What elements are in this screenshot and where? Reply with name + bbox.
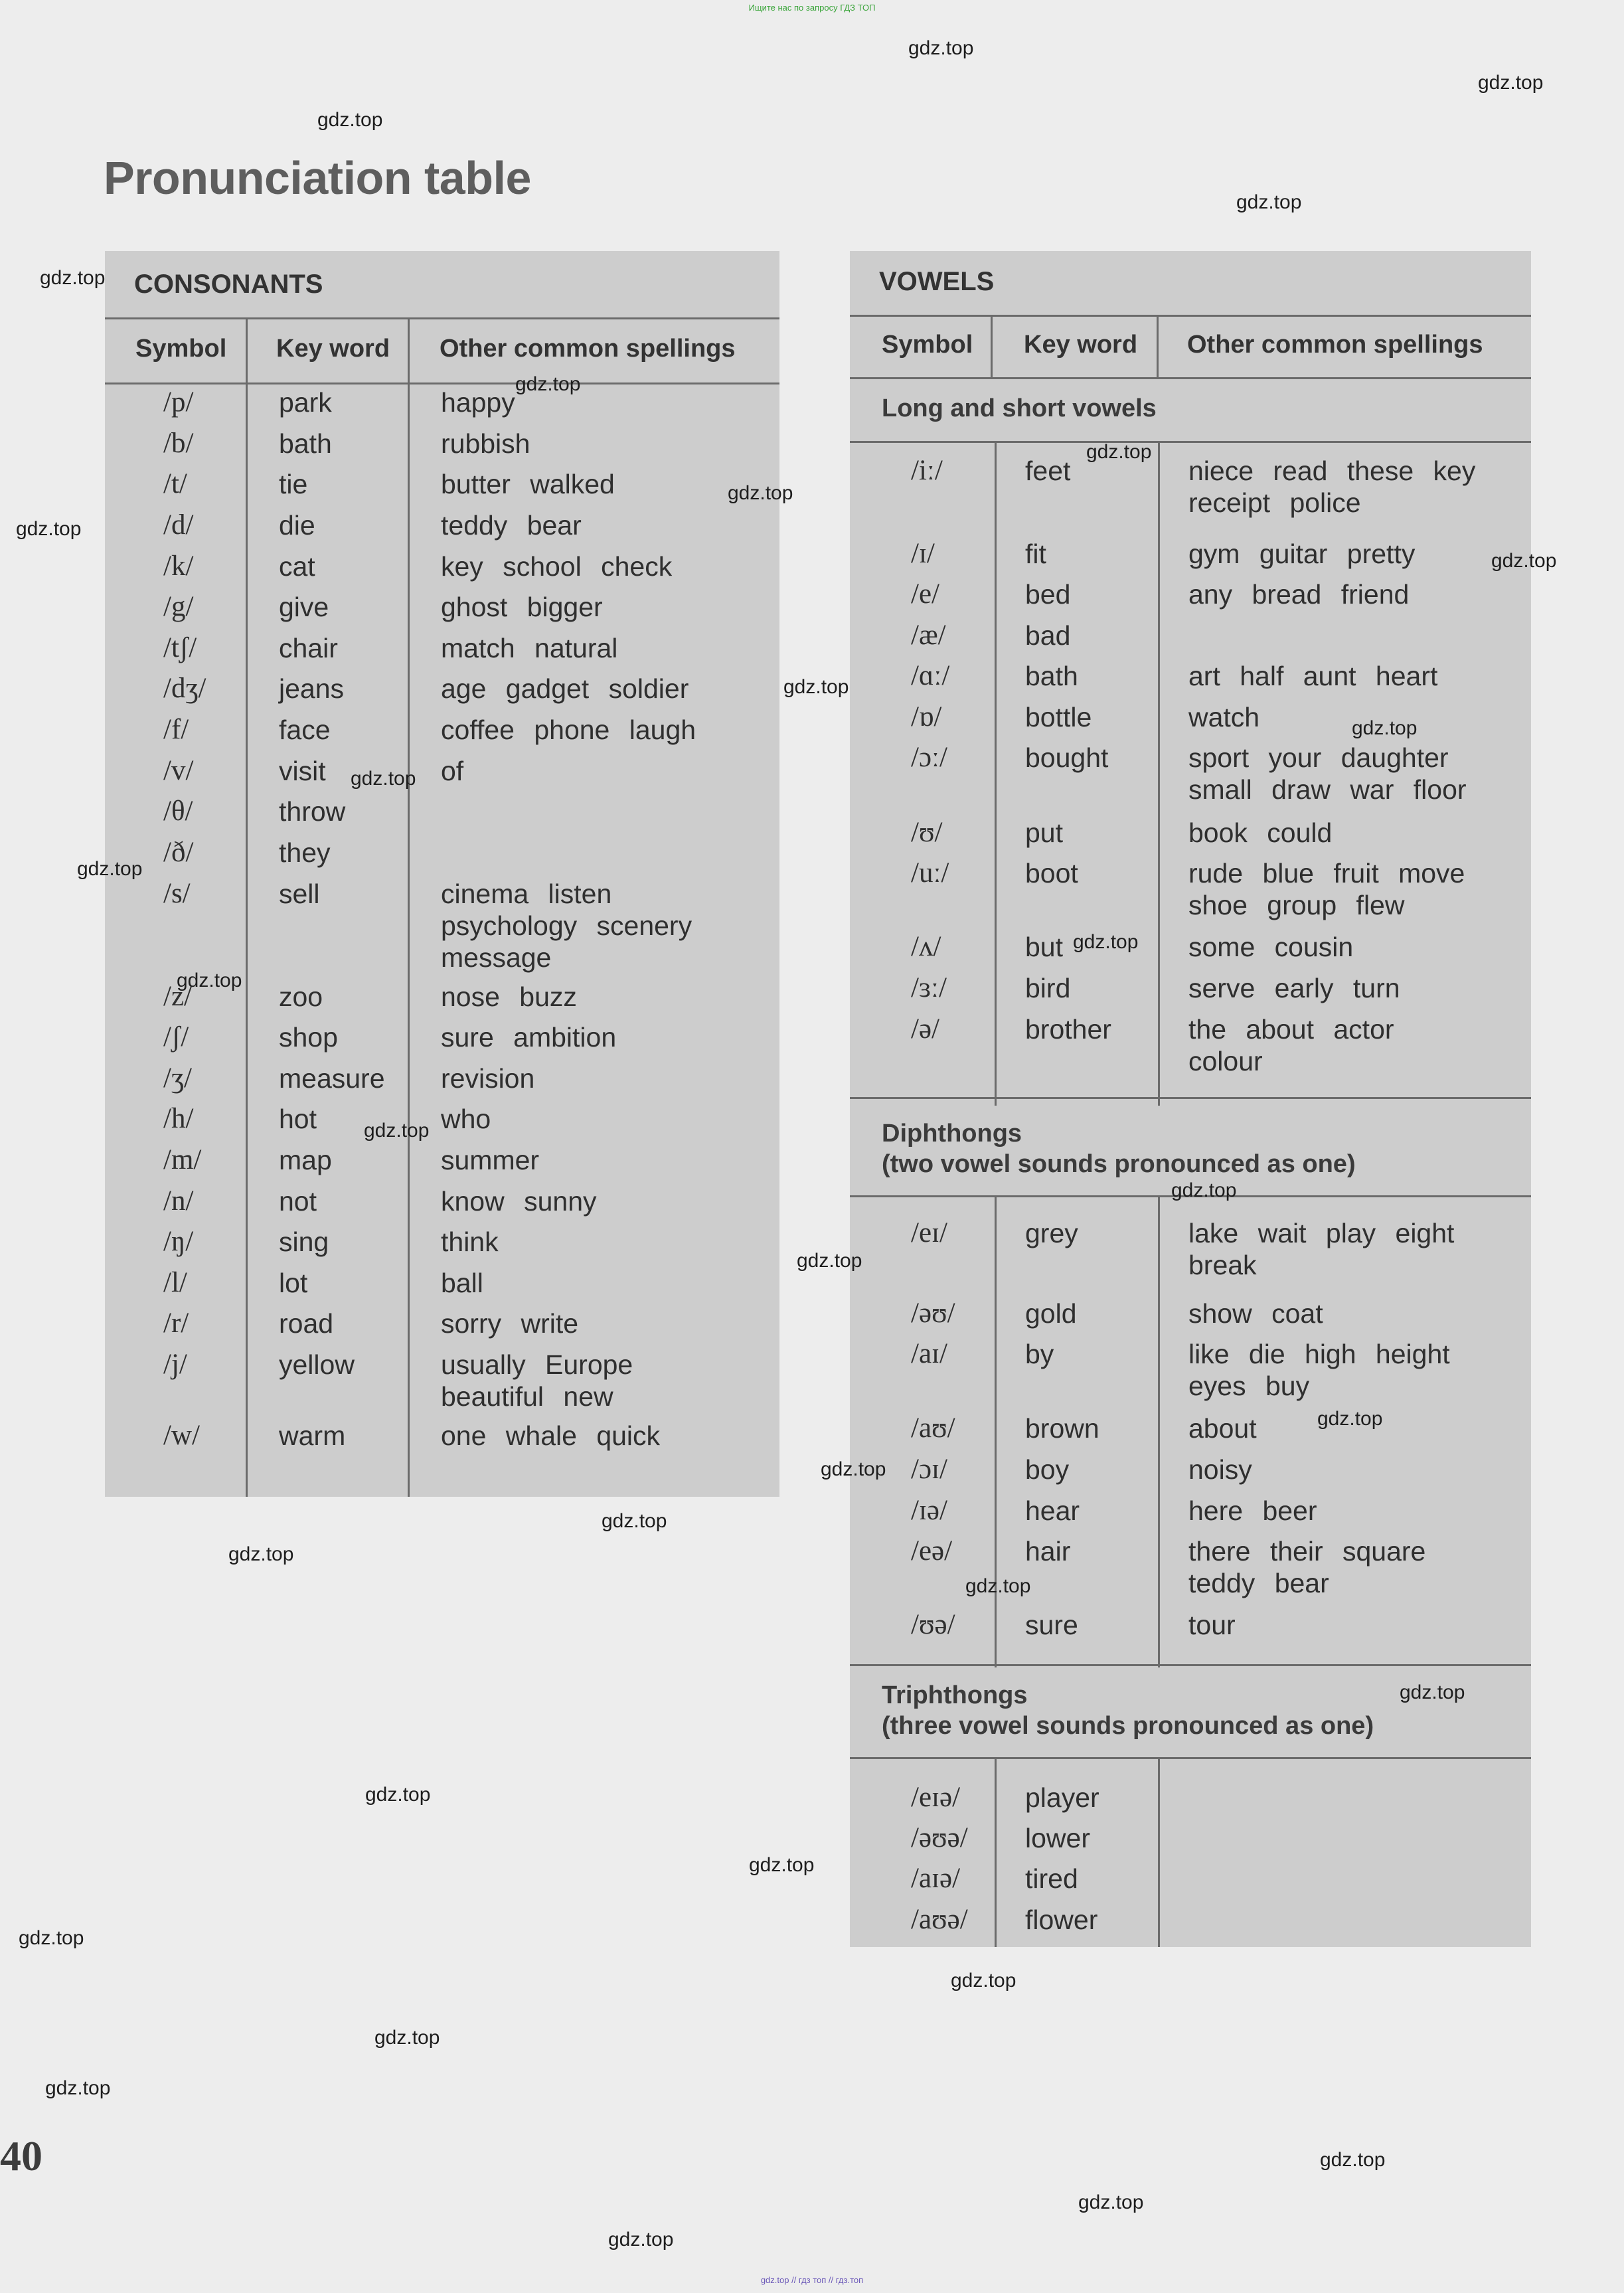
watermark-text: gdz.top (1478, 72, 1544, 94)
other-spellings: key school check (441, 551, 673, 582)
divider (850, 1097, 1531, 1099)
other-spellings: the about actor colour (1188, 1014, 1394, 1076)
phoneme-symbol: /z/ (163, 981, 192, 1012)
key-word: flower (1025, 1905, 1098, 1935)
watermark-text: gdz.top (228, 1543, 294, 1565)
phoneme-symbol: /v/ (163, 755, 194, 786)
other-spellings: one whale quick (441, 1420, 661, 1451)
key-word: throw (279, 796, 346, 827)
watermark-text: gdz.top (40, 267, 106, 289)
divider (850, 1757, 1531, 1759)
watermark-text: gdz.top (515, 373, 581, 395)
triphthongs-heading: Triphthongs (three vowel sounds pronounced as one) (882, 1681, 1374, 1740)
other-spellings: think (441, 1227, 499, 1257)
phoneme-symbol: /dʒ/ (163, 673, 206, 704)
watermark-text: gdz.top (1400, 1681, 1465, 1703)
other-spellings: happy (441, 387, 515, 418)
key-word: fit (1025, 539, 1046, 569)
phoneme-symbol: /g/ (163, 591, 194, 622)
key-word: bath (279, 428, 332, 459)
phoneme-symbol: /p/ (163, 386, 194, 418)
vowels-title: VOWELS (879, 267, 995, 296)
column-divider (1158, 1195, 1160, 1667)
phoneme-symbol: /əʊ/ (911, 1298, 955, 1329)
phoneme-symbol: /f/ (163, 714, 189, 745)
watermark-text: gdz.top (1236, 191, 1302, 213)
other-spellings: art half aunt heart (1188, 661, 1438, 691)
key-word: cat (279, 551, 315, 582)
page-title: Pronunciation table (104, 152, 531, 204)
key-word: bad (1025, 620, 1071, 651)
key-word: not (279, 1186, 317, 1217)
other-spellings: rude blue fruit move shoe group flew (1188, 858, 1465, 920)
key-word: gold (1025, 1298, 1077, 1329)
other-spellings: like die high height eyes buy (1188, 1339, 1450, 1401)
key-word: player (1025, 1782, 1099, 1813)
watermark-text: gdz.top (608, 2229, 674, 2251)
key-word: yellow (279, 1349, 355, 1380)
phoneme-symbol: /e/ (911, 578, 939, 610)
watermark-text: gdz.top (602, 1510, 667, 1532)
divider (105, 317, 779, 319)
key-word: lot (279, 1268, 308, 1298)
phoneme-symbol: /ɜː/ (911, 972, 947, 1003)
watermark-text: gdz.top (177, 970, 242, 991)
other-spellings: serve early turn (1188, 973, 1400, 1003)
phoneme-symbol: /k/ (163, 551, 194, 582)
key-word: measure (279, 1063, 385, 1094)
other-spellings: teddy bear (441, 510, 582, 541)
column-divider (995, 441, 997, 1106)
phoneme-symbol: /tʃ/ (163, 632, 197, 663)
phoneme-symbol: /eɪə/ (911, 1782, 961, 1813)
other-spellings: who (441, 1104, 491, 1134)
other-spellings: book could (1188, 817, 1333, 848)
key-word: shop (279, 1022, 338, 1053)
divider (850, 1664, 1531, 1666)
phoneme-symbol: /ʊə/ (911, 1609, 955, 1640)
phoneme-symbol: /aɪə/ (911, 1863, 961, 1894)
column-divider (991, 315, 993, 377)
watermark-text: gdz.top (77, 858, 143, 880)
watermark-text: gdz.top (1086, 441, 1152, 463)
phoneme-symbol: /æ/ (911, 620, 946, 651)
other-spellings: butter walked (441, 469, 615, 499)
other-spellings: about (1188, 1413, 1257, 1444)
phoneme-symbol: /r/ (163, 1308, 189, 1339)
key-word: put (1025, 817, 1063, 848)
phoneme-symbol: /aʊə/ (911, 1904, 968, 1935)
bottom-banner: gdz.top // гдз топ // гдз.топ (760, 2275, 864, 2285)
page-number: 40 (0, 2132, 42, 2179)
consonants-title: CONSONANTS (134, 270, 323, 299)
phoneme-symbol: /eə/ (911, 1535, 953, 1567)
other-spellings: of (441, 756, 464, 786)
other-spellings: there their square teddy bear (1188, 1536, 1426, 1598)
key-word: boy (1025, 1454, 1070, 1485)
key-word: chair (279, 633, 338, 663)
key-word: sing (279, 1227, 329, 1257)
phoneme-symbol: /aʊ/ (911, 1412, 955, 1444)
key-word: bath (1025, 661, 1078, 691)
column-divider (995, 1757, 997, 1947)
key-word: give (279, 592, 329, 622)
other-spellings: age gadget soldier (441, 673, 689, 704)
key-word: face (279, 715, 331, 745)
key-word: but (1025, 932, 1063, 962)
watermark-text: gdz.top (374, 2027, 440, 2049)
phoneme-symbol: /ʃ/ (163, 1021, 189, 1053)
watermark-text: gdz.top (19, 1927, 84, 1949)
watermark-text: gdz.top (797, 1250, 862, 1272)
key-word: park (279, 387, 332, 418)
other-spellings: ghost bigger (441, 592, 603, 622)
key-word: road (279, 1308, 334, 1339)
watermark-text: gdz.top (951, 1970, 1016, 1992)
header-other-spellings: Other common spellings (440, 335, 736, 363)
other-spellings: show coat (1188, 1298, 1323, 1329)
watermark-text: gdz.top (1320, 2149, 1386, 2171)
divider (850, 377, 1531, 379)
phoneme-symbol: /ɪə/ (911, 1495, 947, 1526)
column-divider (1157, 315, 1159, 377)
watermark-text: gdz.top (365, 1784, 431, 1806)
other-spellings: summer (441, 1145, 540, 1175)
phoneme-symbol: /aɪ/ (911, 1338, 947, 1369)
key-word: lower (1025, 1823, 1090, 1853)
watermark-text: gdz.top (1352, 717, 1418, 739)
phoneme-symbol: /ɪ/ (911, 538, 935, 569)
key-word: they (279, 837, 331, 868)
key-word: tie (279, 469, 308, 499)
other-spellings: gym guitar pretty (1188, 539, 1416, 569)
other-spellings: any bread friend (1188, 579, 1410, 610)
column-divider (1158, 1757, 1160, 1947)
watermark-text: gdz.top (1078, 2191, 1144, 2213)
watermark-text: gdz.top (908, 37, 974, 59)
phoneme-symbol: /ʊ/ (911, 817, 943, 848)
key-word: hair (1025, 1536, 1071, 1567)
phoneme-symbol: /n/ (163, 1185, 194, 1217)
key-word: by (1025, 1339, 1054, 1369)
key-word: die (279, 510, 315, 541)
phoneme-symbol: /iː/ (911, 455, 943, 486)
header-symbol: Symbol (882, 331, 973, 359)
key-word: zoo (279, 981, 323, 1012)
other-spellings: sure ambition (441, 1022, 617, 1053)
key-word: boot (1025, 858, 1078, 889)
key-word: feet (1025, 456, 1071, 486)
phoneme-symbol: /h/ (163, 1103, 194, 1134)
watermark-text: gdz.top (1317, 1408, 1383, 1430)
watermark-text: gdz.top (351, 768, 416, 790)
other-spellings: know sunny (441, 1186, 597, 1217)
other-spellings: nose buzz (441, 981, 577, 1012)
watermark-text: gdz.top (364, 1120, 430, 1142)
phoneme-symbol: /m/ (163, 1144, 202, 1175)
other-spellings: noisy (1188, 1454, 1252, 1485)
phoneme-symbol: /uː/ (911, 857, 949, 889)
column-divider (1158, 441, 1160, 1106)
other-spellings: sorry write (441, 1308, 579, 1339)
other-spellings: coffee phone laugh (441, 715, 696, 745)
other-spellings: watch (1188, 702, 1260, 732)
phoneme-symbol: /θ/ (163, 796, 193, 827)
watermark-text: gdz.top (1073, 931, 1139, 953)
key-word: warm (279, 1420, 346, 1451)
key-word: hot (279, 1104, 317, 1134)
column-divider (408, 317, 410, 1497)
key-word: bed (1025, 579, 1071, 610)
watermark-text: gdz.top (749, 1854, 815, 1876)
other-spellings: match natural (441, 633, 618, 663)
divider (105, 382, 779, 384)
phoneme-symbol: /ð/ (163, 837, 194, 868)
key-word: sell (279, 879, 320, 909)
key-word: bird (1025, 973, 1071, 1003)
key-word: visit (279, 756, 326, 786)
other-spellings: revision (441, 1063, 535, 1094)
diphthongs-heading: Diphthongs (two vowel sounds pronounced as one) (882, 1120, 1356, 1178)
other-spellings: tour (1188, 1610, 1236, 1640)
watermark-text: gdz.top (783, 676, 849, 698)
other-spellings: ball (441, 1268, 483, 1298)
other-spellings: usually Europe beautiful new (441, 1349, 633, 1412)
key-word: hear (1025, 1495, 1080, 1526)
key-word: bought (1025, 742, 1109, 773)
phoneme-symbol: /b/ (163, 428, 194, 459)
key-word: sure (1025, 1610, 1078, 1640)
phoneme-symbol: /l/ (163, 1267, 187, 1298)
phoneme-symbol: /ŋ/ (163, 1226, 194, 1257)
header-key-word: Key word (1024, 331, 1138, 359)
watermark-text: gdz.top (16, 518, 82, 540)
phoneme-symbol: /t/ (163, 468, 187, 499)
phoneme-symbol: /ɔɪ/ (911, 1454, 947, 1485)
consonants-table (105, 251, 779, 1497)
long-short-heading: Long and short vowels (882, 394, 1157, 422)
key-word: brown (1025, 1413, 1099, 1444)
key-word: brother (1025, 1014, 1111, 1045)
watermark-text: gdz.top (317, 109, 383, 131)
divider (850, 315, 1531, 317)
other-spellings: lake wait play eight break (1188, 1218, 1455, 1280)
other-spellings: niece read these key receipt police (1188, 456, 1476, 518)
header-symbol: Symbol (135, 335, 227, 363)
phoneme-symbol: /eɪ/ (911, 1217, 947, 1248)
top-banner: Ищите нас по запросу ГДЗ ТОП (748, 3, 876, 13)
phoneme-symbol: /w/ (163, 1420, 200, 1451)
phoneme-symbol: /ɒ/ (911, 701, 942, 732)
phoneme-symbol: /ʒ/ (163, 1062, 192, 1094)
other-spellings: sport your daughter small draw war floor (1188, 742, 1467, 805)
divider (850, 441, 1531, 443)
watermark-text: gdz.top (45, 2077, 111, 2099)
key-word: grey (1025, 1218, 1078, 1248)
key-word: jeans (279, 673, 345, 704)
phoneme-symbol: /s/ (163, 878, 191, 909)
watermark-text: gdz.top (728, 482, 793, 504)
phoneme-symbol: /d/ (163, 509, 194, 541)
phoneme-symbol: /ɔː/ (911, 742, 947, 773)
key-word: tired (1025, 1863, 1078, 1894)
phoneme-symbol: /ə/ (911, 1013, 939, 1045)
column-divider (246, 317, 248, 1497)
phoneme-symbol: /əʊə/ (911, 1822, 968, 1853)
key-word: bottle (1025, 702, 1092, 732)
watermark-text: gdz.top (1491, 550, 1557, 572)
other-spellings: cinema listen psychology scenery message (441, 879, 692, 973)
watermark-text: gdz.top (821, 1458, 886, 1480)
watermark-text: gdz.top (965, 1575, 1031, 1597)
header-key-word: Key word (276, 335, 390, 363)
other-spellings: rubbish (441, 428, 530, 459)
other-spellings: here beer (1188, 1495, 1317, 1526)
other-spellings: some cousin (1188, 932, 1354, 962)
key-word: map (279, 1145, 332, 1175)
header-other-spellings: Other common spellings (1187, 331, 1483, 359)
phoneme-symbol: /ʌ/ (911, 931, 941, 962)
watermark-text: gdz.top (1171, 1179, 1237, 1201)
phoneme-symbol: /ɑː/ (911, 660, 950, 691)
phoneme-symbol: /j/ (163, 1349, 187, 1380)
